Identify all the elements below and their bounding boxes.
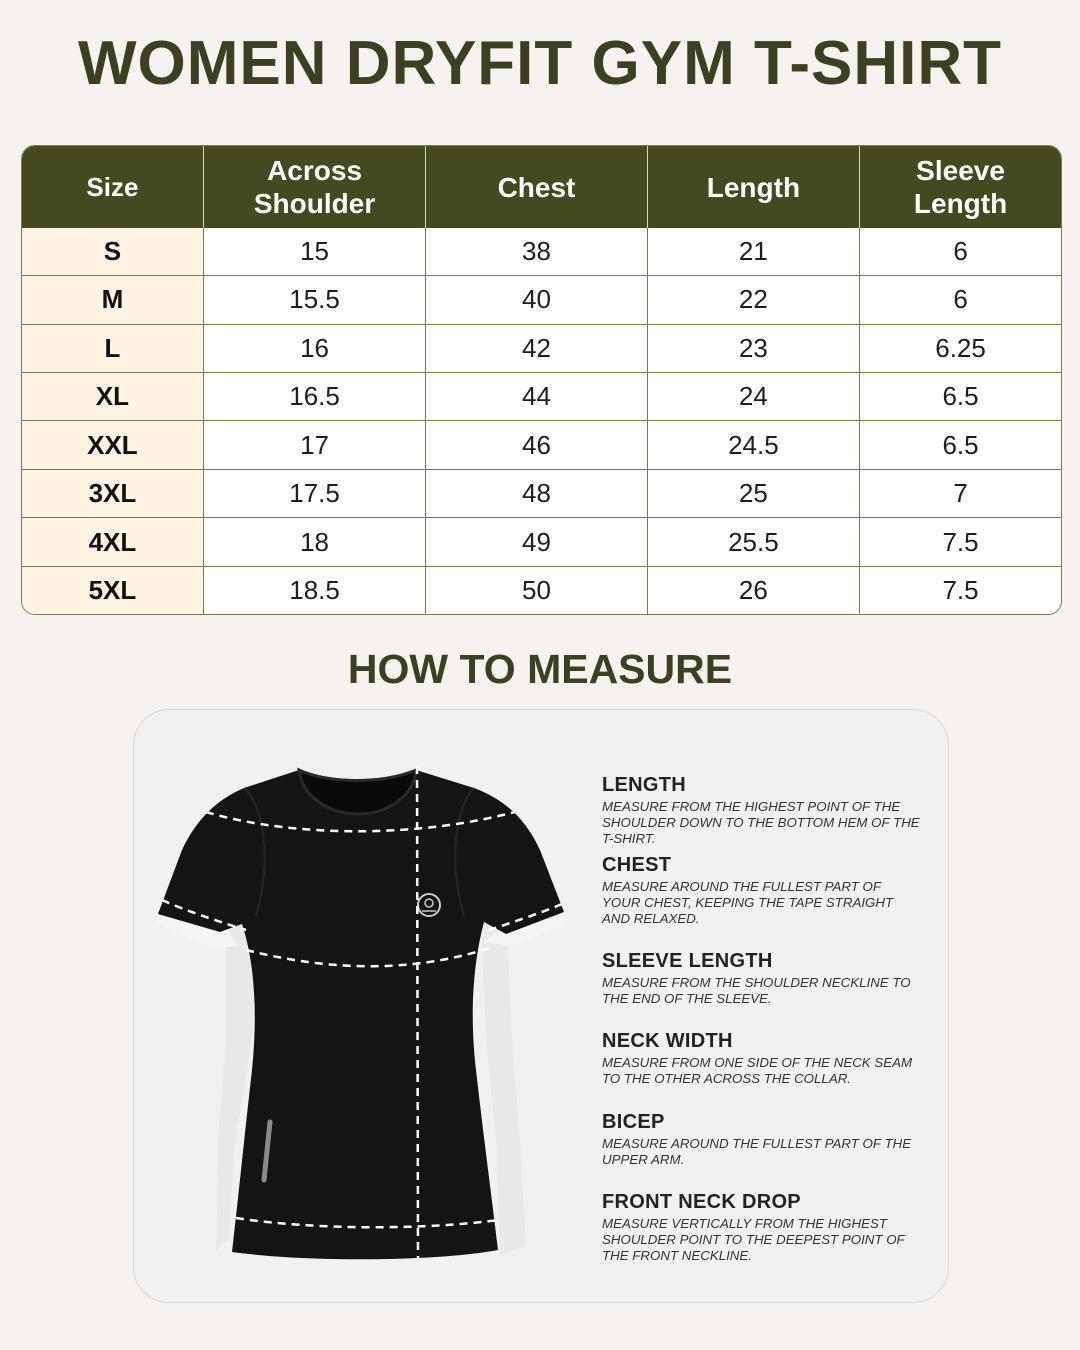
- instruction-description: MEASURE VERTICALLY FROM THE HIGHEST SHOULDER POINT TO THE DEEPEST POINT OF THE FRONT NECKLINE.: [602, 1216, 905, 1263]
- table-row: [22, 373, 1061, 421]
- header-label: Length: [913, 188, 1008, 219]
- instruction-heading: NECK WIDTH: [602, 1030, 733, 1052]
- table-header-cell: [860, 146, 1061, 228]
- table-row: [22, 469, 1061, 517]
- size-cell: XXL: [22, 421, 203, 469]
- measurement-cell: 25.5: [647, 518, 859, 566]
- measurement-cell: 6: [860, 276, 1061, 324]
- instruction-description: MEASURE FROM ONE SIDE OF THE NECK SEAM TO THE OTHER ACROSS THE COLLAR.: [602, 1055, 913, 1086]
- size-cell: S: [22, 228, 203, 276]
- header-label: Chest: [497, 171, 576, 203]
- measurement-cell: 24: [647, 373, 859, 421]
- table-header-cell: [22, 146, 203, 228]
- instruction-item: [602, 1111, 922, 1168]
- measurement-cell: 18.5: [203, 566, 425, 614]
- instruction-item: [602, 774, 922, 847]
- measurement-cell: 16.5: [203, 373, 425, 421]
- instruction-description: MEASURE AROUND THE FULLEST PART OF THE UPPER ARM.: [602, 1136, 912, 1167]
- instruction-heading: FRONT NECK DROP: [602, 1191, 801, 1213]
- measurement-cell: 16: [203, 324, 425, 372]
- table-row: [22, 228, 1061, 276]
- measurement-cell: 17: [203, 421, 425, 469]
- measurement-cell: 7: [860, 469, 1061, 517]
- size-chart-table: [21, 145, 1062, 615]
- measurement-cell: 42: [426, 324, 647, 372]
- instruction-item: [602, 950, 922, 1007]
- measurement-cell: 23: [647, 324, 859, 372]
- header-label: Across: [267, 155, 363, 186]
- table-body: [22, 228, 1061, 614]
- table-header-cell: [203, 146, 425, 228]
- page-title: WOMEN DRYFIT GYM T-SHIRT: [77, 29, 1003, 98]
- measurement-cell: 50: [426, 566, 647, 614]
- measure-panel: [133, 709, 949, 1303]
- table-header-cell: [426, 146, 647, 228]
- measurement-cell: 7.5: [860, 518, 1061, 566]
- measurement-cell: 21: [647, 228, 859, 276]
- measurement-cell: 22: [647, 276, 859, 324]
- measurement-cell: 46: [426, 421, 647, 469]
- measurement-cell: 7.5: [860, 566, 1061, 614]
- header-label: Sleeve: [916, 155, 1005, 186]
- measurement-cell: 17.5: [203, 469, 425, 517]
- measurement-cell: 6.25: [860, 324, 1061, 372]
- measurement-cell: 15: [203, 228, 425, 276]
- measurement-cell: 49: [426, 518, 647, 566]
- instruction-item: [602, 1030, 922, 1087]
- measurement-cell: 24.5: [647, 421, 859, 469]
- size-cell: M: [22, 276, 203, 324]
- table-row: [22, 324, 1061, 372]
- instruction-heading: LENGTH: [602, 774, 687, 796]
- table-row: [22, 276, 1061, 324]
- table-header-row: [22, 146, 1061, 228]
- measurement-cell: 44: [426, 373, 647, 421]
- measurement-cell: 15.5: [203, 276, 425, 324]
- header-label: Size: [86, 171, 139, 202]
- measurement-cell: 25: [647, 469, 859, 517]
- table-row: [22, 518, 1061, 566]
- measurement-cell: 6: [953, 236, 968, 267]
- table-header-cell: [647, 146, 859, 228]
- instruction-heading: SLEEVE LENGTH: [602, 950, 773, 972]
- instruction-item: [602, 854, 922, 927]
- size-cell: L: [22, 324, 203, 372]
- measurement-cell: 6.5: [860, 421, 1061, 469]
- table-row: [22, 566, 1061, 614]
- size-cell: 5XL: [22, 566, 203, 614]
- header-label: Shoulder: [253, 188, 376, 219]
- table-row: [22, 421, 1061, 469]
- measurement-cell: 48: [426, 469, 647, 517]
- size-cell: 4XL: [22, 518, 203, 566]
- size-cell: XL: [22, 373, 203, 421]
- instruction-description: MEASURE AROUND THE FULLEST PART OF YOUR CHEST, KEEPING THE TAPE STRAIGHT AND RELAXED.: [602, 879, 894, 926]
- instruction-heading: CHEST: [602, 854, 672, 876]
- measurement-cell: 38: [426, 228, 647, 276]
- measurement-cell: 6.5: [860, 373, 1061, 421]
- instruction-description: MEASURE FROM THE SHOULDER NECKLINE TO THE END OF THE SLEEVE.: [602, 975, 911, 1006]
- instruction-heading: BICEP: [602, 1111, 665, 1133]
- measurement-cell: 26: [647, 566, 859, 614]
- section-title: HOW TO MEASURE: [347, 646, 733, 692]
- size-cell: 3XL: [22, 469, 203, 517]
- instruction-description: MEASURE FROM THE HIGHEST POINT OF THE SHOULDER DOWN TO THE BOTTOM HEM OF THE T-SHIRT.: [602, 799, 920, 846]
- measurement-cell: 18: [203, 518, 425, 566]
- measurement-cell: 40: [426, 276, 647, 324]
- instruction-item: [602, 1191, 922, 1264]
- header-label: Length: [706, 171, 801, 203]
